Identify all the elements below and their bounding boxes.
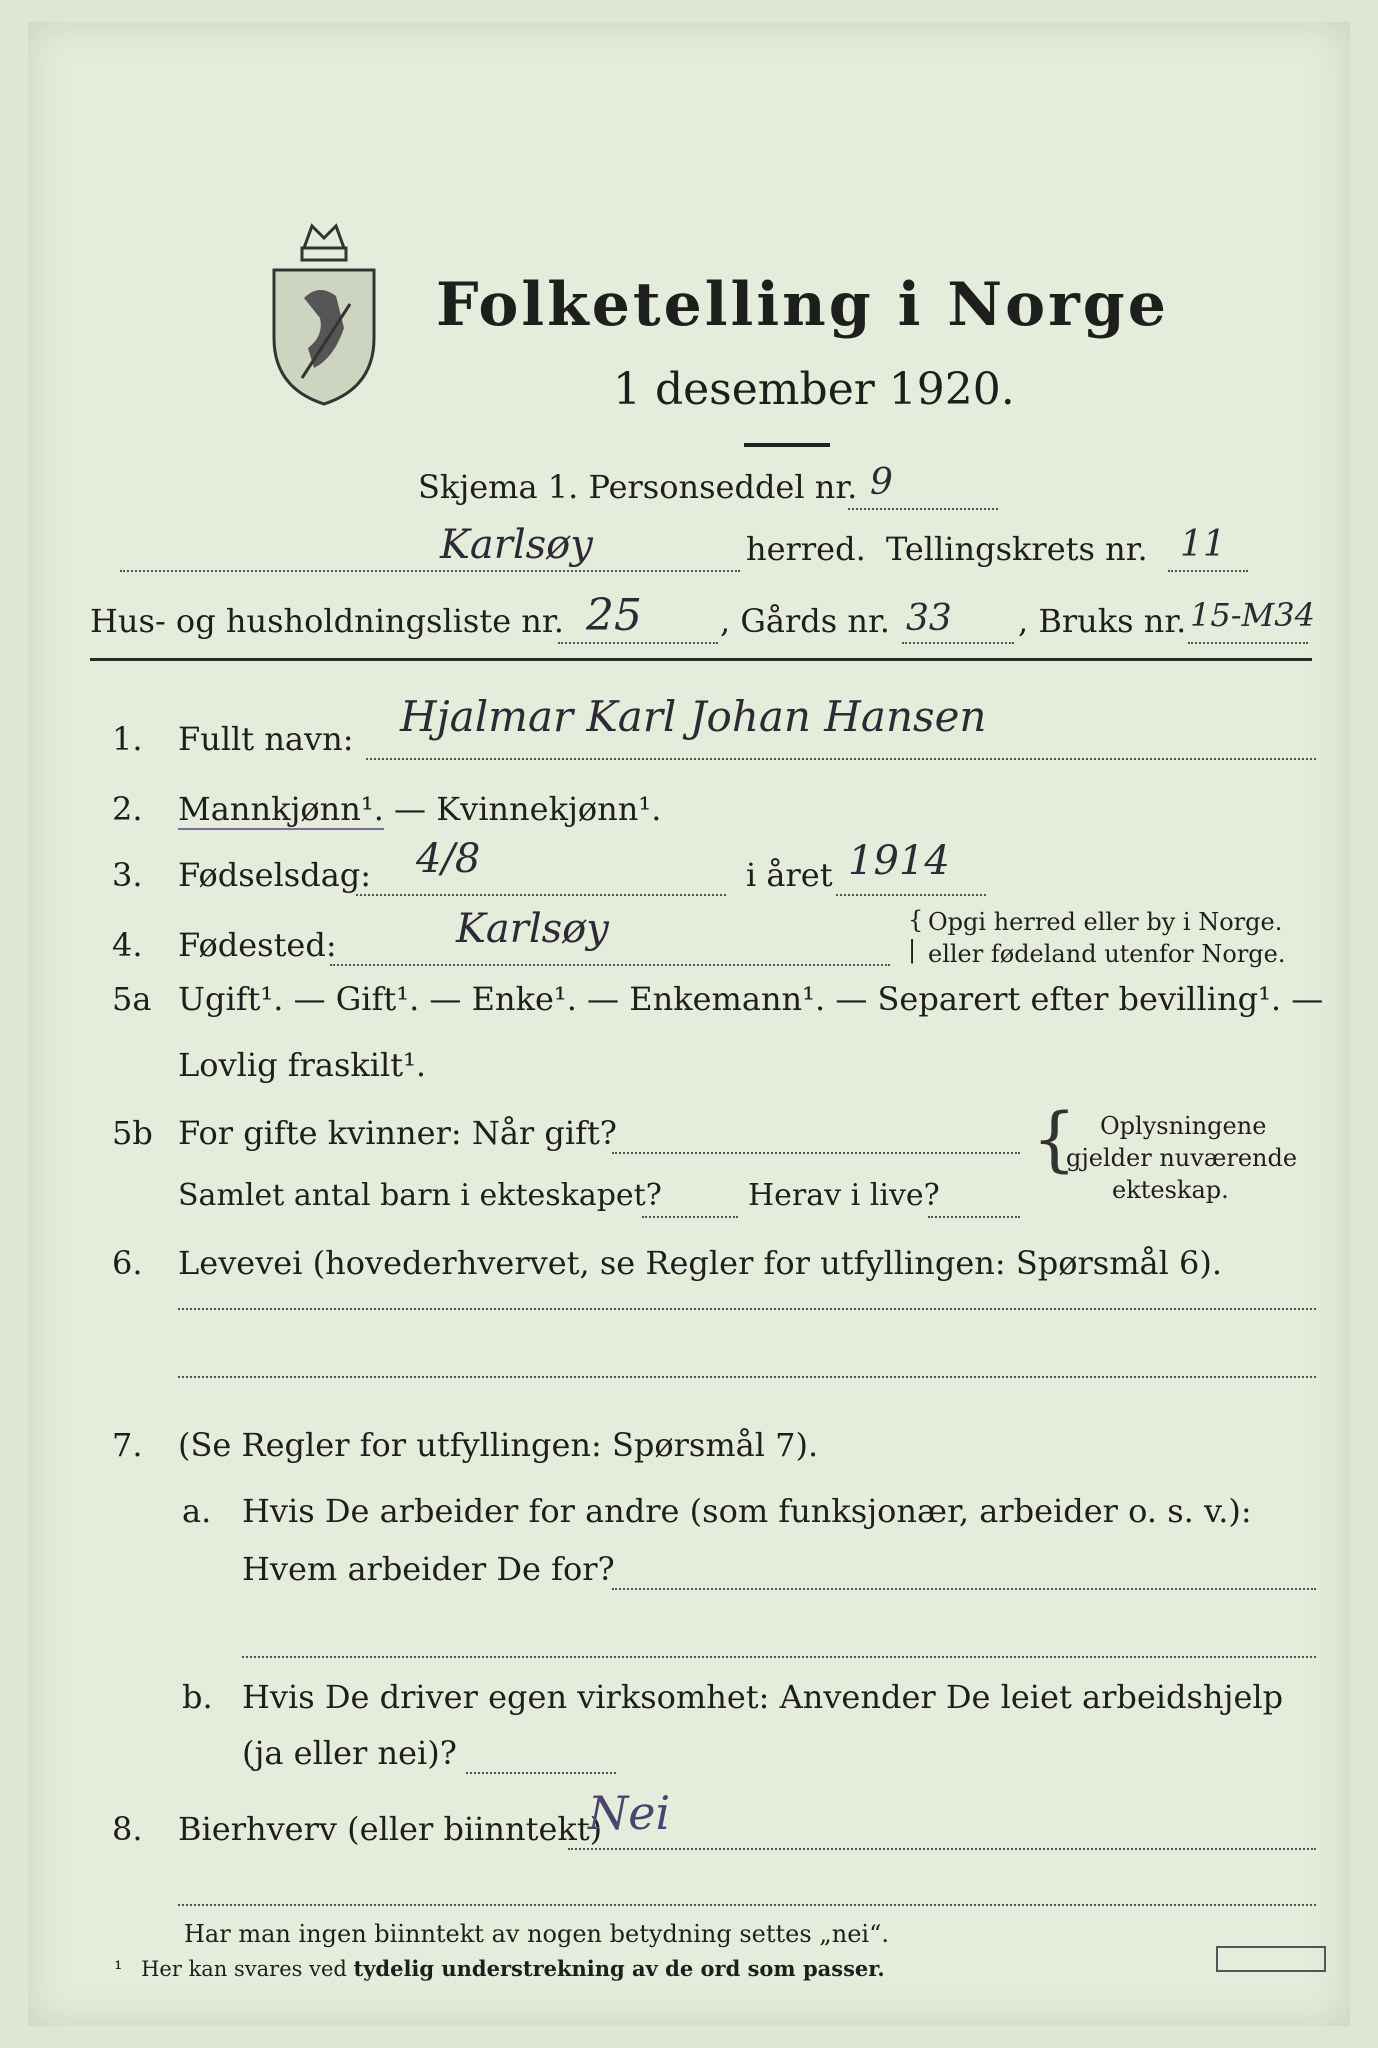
q1-label: Fullt navn: (178, 720, 354, 758)
q6-line-1[interactable] (178, 1308, 1316, 1310)
q5b-note-2: gjelder nuværende (1066, 1144, 1298, 1172)
q1-number: 1. (112, 720, 143, 758)
census-form (28, 22, 1350, 2026)
q8-number: 8. (112, 1810, 143, 1848)
tellingskrets-label: Tellingskrets nr. (886, 530, 1148, 568)
tellingskrets-line (1168, 570, 1248, 572)
footnote (114, 1956, 885, 1981)
full-name-value[interactable]: Hjalmar Karl Johan Hansen (400, 692, 987, 741)
bruks-line (1188, 642, 1308, 644)
q2-options (178, 790, 661, 828)
side-income-value[interactable]: Nei (588, 1786, 671, 1840)
q7b-line-2: (ja eller nei)? (242, 1734, 457, 1772)
q5b-note-1: Oplysningene (1100, 1112, 1267, 1140)
birthplace-value[interactable]: Karlsøy (456, 906, 609, 952)
q6-line-2[interactable] (178, 1376, 1316, 1378)
q7b-line-1: Hvis De driver egen virksomhet: Anvender De leiet arbeidshjelp (242, 1678, 1284, 1716)
q5b-note-3: ekteskap. (1112, 1176, 1229, 1204)
children-line[interactable] (642, 1216, 738, 1218)
gards-line (902, 642, 1014, 644)
q4-brace: { (908, 906, 924, 934)
hus-label: Hus- og husholdningsliste nr. (90, 602, 564, 640)
employer-line-2[interactable] (242, 1656, 1316, 1658)
birthday-value[interactable]: 4/8 (416, 836, 481, 882)
printer-stamp (1216, 1946, 1326, 1972)
q4-line (330, 964, 890, 966)
q8-line (568, 1848, 1316, 1850)
q4-note-2: eller fødeland utenfor Norge. (928, 940, 1286, 968)
employer-line[interactable] (612, 1588, 1316, 1590)
tellingskrets-value[interactable]: 11 (1180, 524, 1226, 565)
q7-label: (Se Regler for utfyllingen: Spørsmål 7). (178, 1426, 819, 1464)
herred-value[interactable]: Karlsøy (440, 522, 593, 568)
title-divider (744, 443, 830, 447)
header-divider (90, 658, 1312, 661)
skjema-nr-line (848, 508, 998, 510)
married-when-line[interactable] (612, 1152, 1020, 1154)
living-label: Herav i live? (748, 1178, 940, 1213)
q6-number: 6. (112, 1244, 143, 1282)
q1-line (366, 758, 1316, 760)
q2-number: 2. (112, 790, 143, 828)
q8-label: Bierhverv (eller biinntekt) (178, 1810, 603, 1848)
herred-label: herred. (746, 530, 866, 568)
footnote-mark: ¹ (114, 1957, 123, 1981)
q7a-line-2: Hvem arbeider De for? (242, 1550, 615, 1588)
q6-label: Levevei (hovederhvervet, se Regler for utfyllingen: Spørsmål 6). (178, 1244, 1223, 1282)
q4-number: 4. (112, 926, 143, 964)
divorced-option[interactable]: Lovlig fraskilt¹. (178, 1046, 427, 1084)
female-option[interactable]: Kvinnekjønn¹. (436, 790, 662, 828)
bottom-note: Har man ingen biinntekt av nogen betydning settes „nei“. (184, 1920, 889, 1948)
q7-number: 7. (112, 1426, 143, 1464)
skjema-label: Skjema 1. Personseddel nr. (418, 468, 858, 506)
hus-value[interactable]: 25 (586, 590, 642, 641)
bruks-value[interactable]: 15-M34 (1190, 596, 1316, 634)
q5b-number: 5b (112, 1114, 153, 1152)
norwegian-coat-of-arms-icon (264, 208, 384, 408)
hired-help-line[interactable] (466, 1772, 616, 1774)
male-option[interactable]: Mannkjønn¹. (178, 790, 384, 828)
footnote-text-2: tydelig understrekning av de ord som passer. (353, 1956, 885, 1981)
q5b-brace: { (1032, 1098, 1077, 1180)
married-when-label: For gifte kvinner: Når gift? (178, 1114, 617, 1152)
living-line[interactable] (928, 1216, 1020, 1218)
q4-brace-lower: | (908, 936, 917, 964)
q5a-number: 5a (112, 980, 152, 1018)
q2-separator: — (383, 790, 437, 828)
q3-label: Fødselsdag: (178, 856, 372, 894)
q8-line-2[interactable] (178, 1904, 1316, 1906)
q4-note-1: Opgi herred eller by i Norge. (928, 908, 1283, 936)
skjema-nr-value[interactable]: 9 (870, 462, 893, 503)
q3-line (356, 894, 726, 896)
q7b-letter: b. (182, 1678, 213, 1716)
hus-line (558, 642, 718, 644)
birth-year-value[interactable]: 1914 (848, 838, 950, 884)
q4-label: Fødested: (178, 926, 337, 964)
form-date: 1 desember 1920. (613, 364, 1015, 415)
year-line (836, 894, 986, 896)
footnote-text-1: Her kan svares ved (141, 1957, 354, 1981)
gards-label: , Gårds nr. (720, 602, 890, 640)
children-label: Samlet antal barn i ekteskapet? (178, 1178, 662, 1213)
q7a-letter: a. (182, 1492, 212, 1530)
bruks-label: , Bruks nr. (1018, 602, 1187, 640)
q3-number: 3. (112, 856, 143, 894)
gards-value[interactable]: 33 (906, 598, 952, 639)
year-label: i året (746, 856, 833, 894)
herred-line (120, 570, 740, 572)
marital-status-options[interactable]: Ugift¹. — Gift¹. — Enke¹. — Enkemann¹. — Separert efter bevilling¹. — (178, 980, 1324, 1018)
q7a-line-1: Hvis De arbeider for andre (som funksjonær, arbeider o. s. v.): (242, 1492, 1252, 1530)
form-title: Folketelling i Norge (436, 270, 1169, 340)
